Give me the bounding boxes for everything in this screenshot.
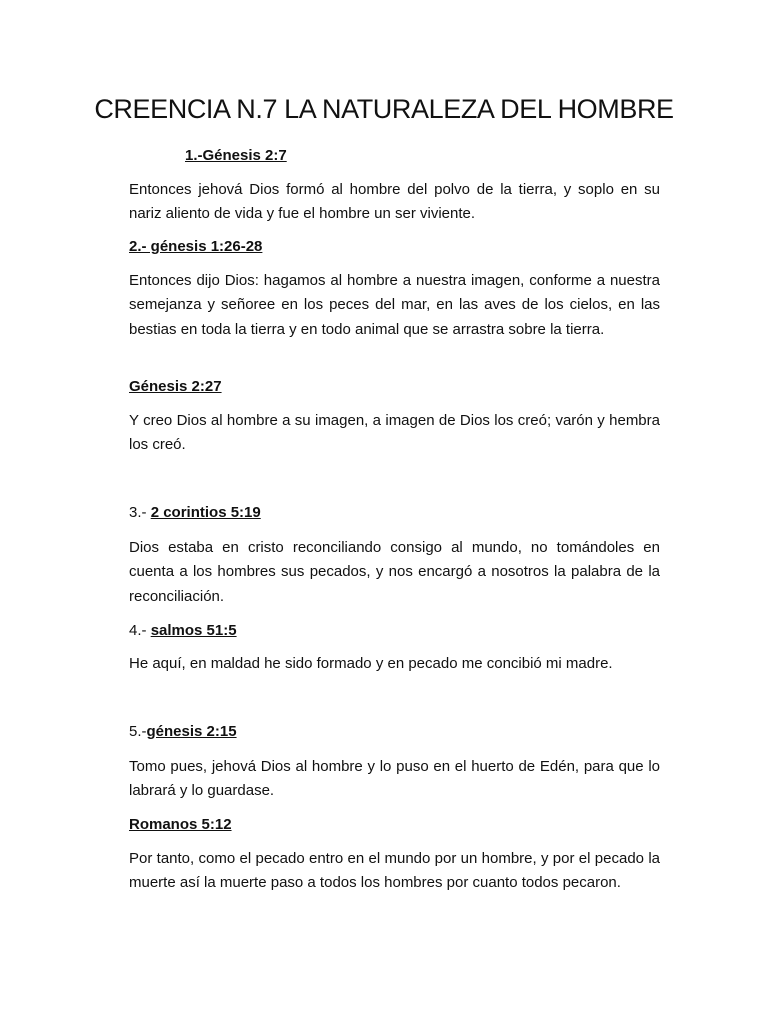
- verse-text: Entonces jehová Dios formó al hombre del polvo de la tierra, y soplo en su nariz aliento de vida y fue el hombre un ser viviente.: [129, 181, 660, 223]
- verse-reference: Génesis 2:27: [129, 378, 222, 395]
- verse-text: He aquí, en maldad he sido formado y en pecado me concibió mi madre.: [129, 655, 613, 672]
- verse-number: 3.-: [129, 504, 151, 521]
- verse-heading: [129, 816, 232, 833]
- verse-reference: Romanos 5:12: [129, 816, 232, 833]
- verse-number: 5.-: [129, 723, 147, 740]
- verse-heading: [129, 378, 222, 395]
- verse-heading: [129, 238, 262, 255]
- verse-reference: génesis 2:15: [146, 723, 237, 740]
- verse-reference: 2.- génesis 1:26-28: [129, 238, 263, 255]
- verse-text: Dios estaba en cristo reconciliando consigo al mundo, no tomándoles en cuenta a los hombres sus pecados, y nos encargó a nosotros la palabra de la reconciliación.: [129, 539, 660, 605]
- verse-number: 4.-: [129, 622, 151, 639]
- verse-text: Por tanto, como el pecado entro en el mundo por un hombre, y por el pecado la muerte así la muerte paso a todos los hombres por cuanto todos pecaron.: [129, 850, 660, 892]
- verse-text: Tomo pues, jehová Dios al hombre y lo puso en el huerto de Edén, para que lo labrará y lo guardase.: [129, 758, 660, 800]
- verse-reference: salmos 51:5: [150, 622, 237, 639]
- verse-text: Y creo Dios al hombre a su imagen, a imagen de Dios los creó; varón y hembra los creó.: [129, 412, 660, 454]
- verse-heading: [129, 622, 237, 639]
- verse-text: Entonces dijo Dios: hagamos al hombre a nuestra imagen, conforme a nuestra semejanza y señoree en los peces del mar, en las aves de los cielos, en las bestias en toda la tierra y en todo animal que se arrastra sobre la tierra.: [129, 272, 660, 338]
- verse-heading: [129, 504, 261, 521]
- verse-heading: [129, 723, 237, 740]
- verse-reference: 1.-Génesis 2:7: [185, 147, 287, 164]
- verse-reference: 2 corintios 5:19: [150, 504, 261, 521]
- document-title: CREENCIA N.7 LA NATURALEZA DEL HOMBRE: [94, 94, 674, 124]
- verse-heading: [185, 147, 287, 164]
